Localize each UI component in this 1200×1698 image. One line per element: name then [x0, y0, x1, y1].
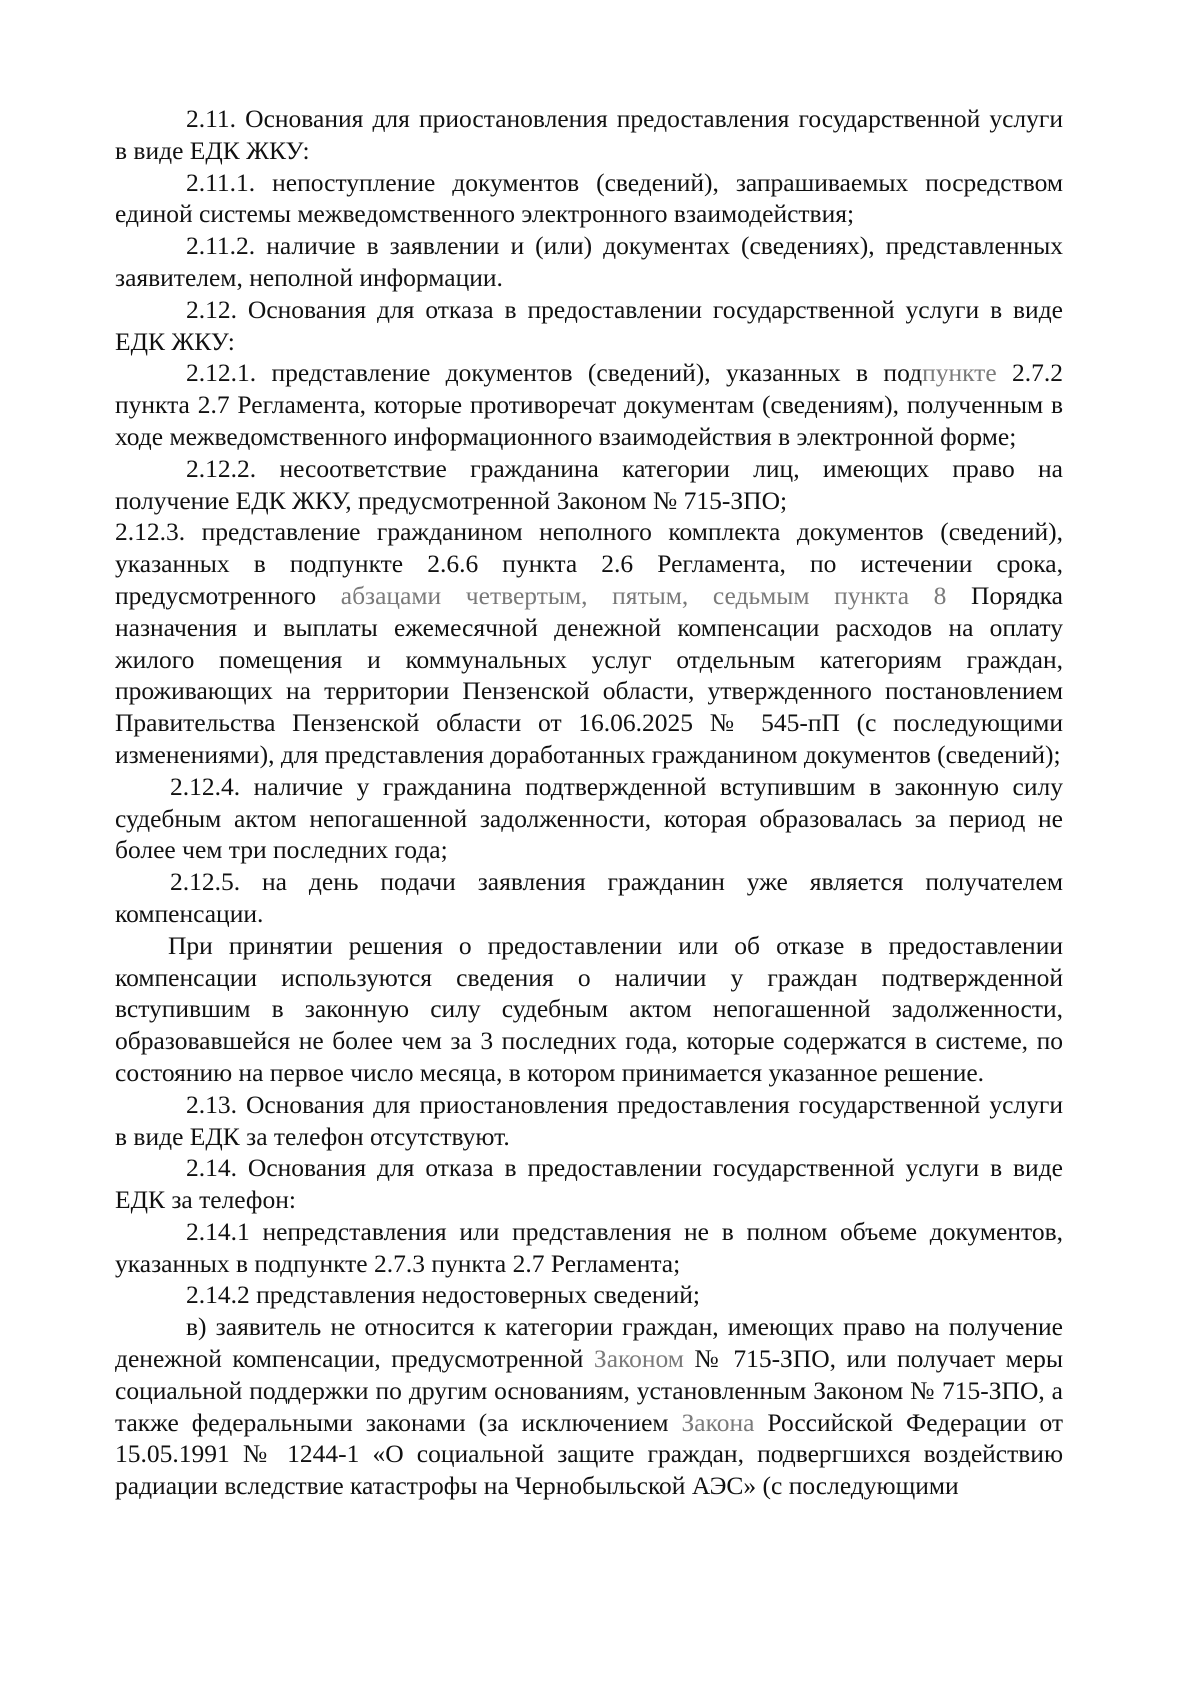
paragraph-2-11-1: 2.11.1. непоступление документов (сведений), запрашиваемых посредством единой системы межведомственного электронного взаимодействия;	[115, 167, 1063, 229]
text-run: 2.7.2 пункта 2.7 Регламента, которые противоречат документам (сведениям), полученным в ходе межведомственного информационного взаимодействия в электронной форме;	[115, 358, 1064, 451]
paragraph-decision: При принятии решения о предоставлении или об отказе в предоставлении компенсации используются сведения о наличии у граждан подтвержденной вступившим в законную силу судебным актом непогашенной задолженности, образовавшейся не более чем за 3 последних года, которые содержатся в системе, по состоянию на первое число месяца, в котором принимается указанное решение.	[115, 930, 1063, 1087]
text-run-gray: Закона	[681, 1407, 755, 1437]
paragraph-2-12: 2.12. Основания для отказа в предоставлении государственной услуги в виде ЕДК ЖКУ:	[115, 294, 1063, 356]
paragraph-2-11: 2.11. Основания для приостановления предоставления государственной услуги в виде ЕДК ЖКУ:	[115, 104, 1063, 165]
paragraph-2-12-3	[115, 516, 1063, 770]
paragraph-2-14-1: 2.14.1 непредставления или представления не в полном объеме документов, указанных в подпункте 2.7.3 пункта 2.7 Регламента;	[115, 1216, 1063, 1278]
paragraph-2-12-4: 2.12.4. наличие у гражданина подтвержденной вступившим в законную силу судебным актом непогашенной задолженности, которая образовалась за период не более чем три последних года;	[115, 771, 1063, 865]
paragraph-2-14-2: 2.14.2 представления недостоверных сведений;	[186, 1280, 700, 1310]
text-run-gray: абзацами четвертым, пятым, седьмым пункта 8	[340, 580, 947, 610]
paragraph-2-12-1	[115, 357, 1063, 452]
paragraph-2-11-2: 2.11.2. наличие в заявлении и (или) документах (сведениях), представленных заявителем, неполной информации.	[115, 231, 1063, 292]
text-run: 2.12.1. представление документов (сведений), указанных в под	[186, 358, 923, 388]
paragraph-2-12-2: 2.12.2. несоответствие гражданина категории лиц, имеющих право на получение ЕДК ЖКУ, предусмотренной Законом № 715-ЗПО;	[115, 453, 1063, 515]
text-run: № 715-ЗПО, или получает меры социальной поддержки по другим основаниям, установленным Законом № 715-ЗПО, а также федеральными законами (за исключением	[115, 1344, 1063, 1437]
document-page	[115, 103, 1063, 1502]
paragraph-v	[115, 1311, 1063, 1502]
text-run: в) заявитель не относится к категории граждан, имеющих право на получение денежной компенсации, предусмотренной	[115, 1312, 1063, 1374]
paragraph-2-12-5: 2.12.5. на день подачи заявления гражданин уже является получателем компенсации.	[115, 867, 1063, 928]
text-run-gray: пункте	[922, 358, 997, 388]
paragraph-2-13: 2.13. Основания для приостановления предоставления государственной услуги в виде ЕДК за телефон отсутствуют.	[115, 1089, 1063, 1151]
text-run-gray: Законом	[593, 1344, 684, 1374]
text-run: 2.12.3. представление гражданином неполного комплекта документов (сведений), указанных в подпункте 2.6.6 пункта 2.6 Регламента, по истечении срока, предусмотренного	[115, 517, 1063, 610]
text-run: Порядка назначения и выплаты ежемесячной денежной компенсации расходов на оплату жилого помещения и коммунальных услуг отдельным категориям граждан, проживающих на территории Пензенской области, утвержденного постановлением Правительства Пензенской области от 16.06.2025 № 545-пП (с последующими изменениями), для представления доработанных гражданином документов (сведений);	[115, 580, 1063, 769]
paragraph-2-14: 2.14. Основания для отказа в предоставлении государственной услуги в виде ЕДК за телефон:	[115, 1153, 1063, 1215]
text-run: Российской Федерации от 15.05.1991 № 1244-1 «О социальной защите граждан, подвергшихся воздействию радиации вследствие катастрофы на Чернобыльской АЭС» (с последующими	[115, 1407, 1063, 1501]
